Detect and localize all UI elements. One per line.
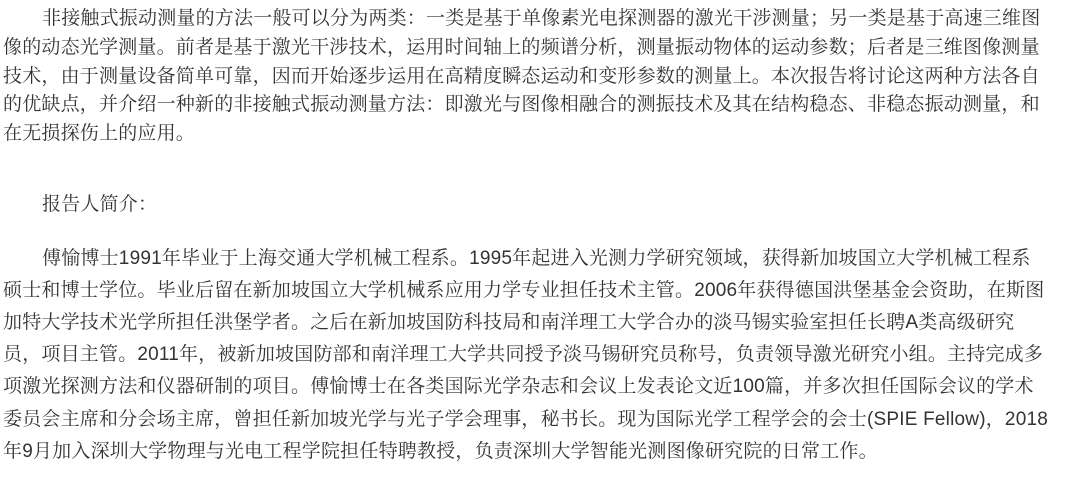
text-line: 傅愉博士1991年毕业于上海交通大学机械工程系。1995年起进入光测力学研究领域，获得新加坡国立大学机械工程系 [42, 247, 1031, 269]
speaker-bio-paragraph [3, 243, 1061, 468]
abstract-paragraph [3, 5, 1061, 149]
text-line: 在无损探伤上的应用。 [3, 123, 196, 144]
text-line: 硕士和博士学位。毕业后留在新加坡国立大学机械系应用力学专业担任技术主管。2006年获得德国洪堡基金会资助，在斯图 [3, 279, 1045, 301]
speaker-bio-heading [3, 191, 1061, 220]
text-line: 报告人简介： [42, 193, 158, 215]
text-line: 加特大学技术光学所担任洪堡学者。之后在新加坡国防科技局和南洋理工大学合办的淡马锡实验室担任长聘A类高级研究 [3, 311, 1015, 333]
article-body [3, 5, 1061, 468]
text-line: 委员会主席和分会场主席，曾担任新加坡光学与光子学会理事，秘书长。现为国际光学工程学会的会士(SPIE Fellow)，2018 [3, 408, 1049, 430]
text-line: 年9月加入深圳大学物理与光电工程学院担任特聘教授，负责深圳大学智能光测图像研究院的日常工作。 [3, 440, 878, 462]
text-line: 项激光探测方法和仪器研制的项目。傅愉博士在各类国际光学杂志和会议上发表论文近100篇，并多次担任国际会议的学术 [3, 376, 1034, 398]
text-line: 非接触式振动测量的方法一般可以分为两类：一类是基于单像素光电探测器的激光干涉测量；另一类是基于高速三维图 [42, 8, 1041, 29]
text-line: 的优缺点，并介绍一种新的非接触式振动测量方法：即激光与图像相融合的测振技术及其在结构稳态、非稳态振动测量，和 [3, 94, 1040, 116]
text-line: 像的动态光学测量。前者是基于激光干涉技术，运用时间轴上的频谱分析，测量振动物体的运动参数；后者是三维图像测量 [3, 36, 1040, 58]
text-line: 技术，由于测量设备简单可靠，因而开始逐步运用在高精度瞬态运动和变形参数的测量上。本次报告将讨论这两种方法各自 [3, 65, 1040, 87]
text-line: 员，项目主管。2011年，被新加坡国防部和南洋理工大学共同授予淡马锡研究员称号，负责领导激光研究小组。主持完成多 [3, 344, 1044, 366]
